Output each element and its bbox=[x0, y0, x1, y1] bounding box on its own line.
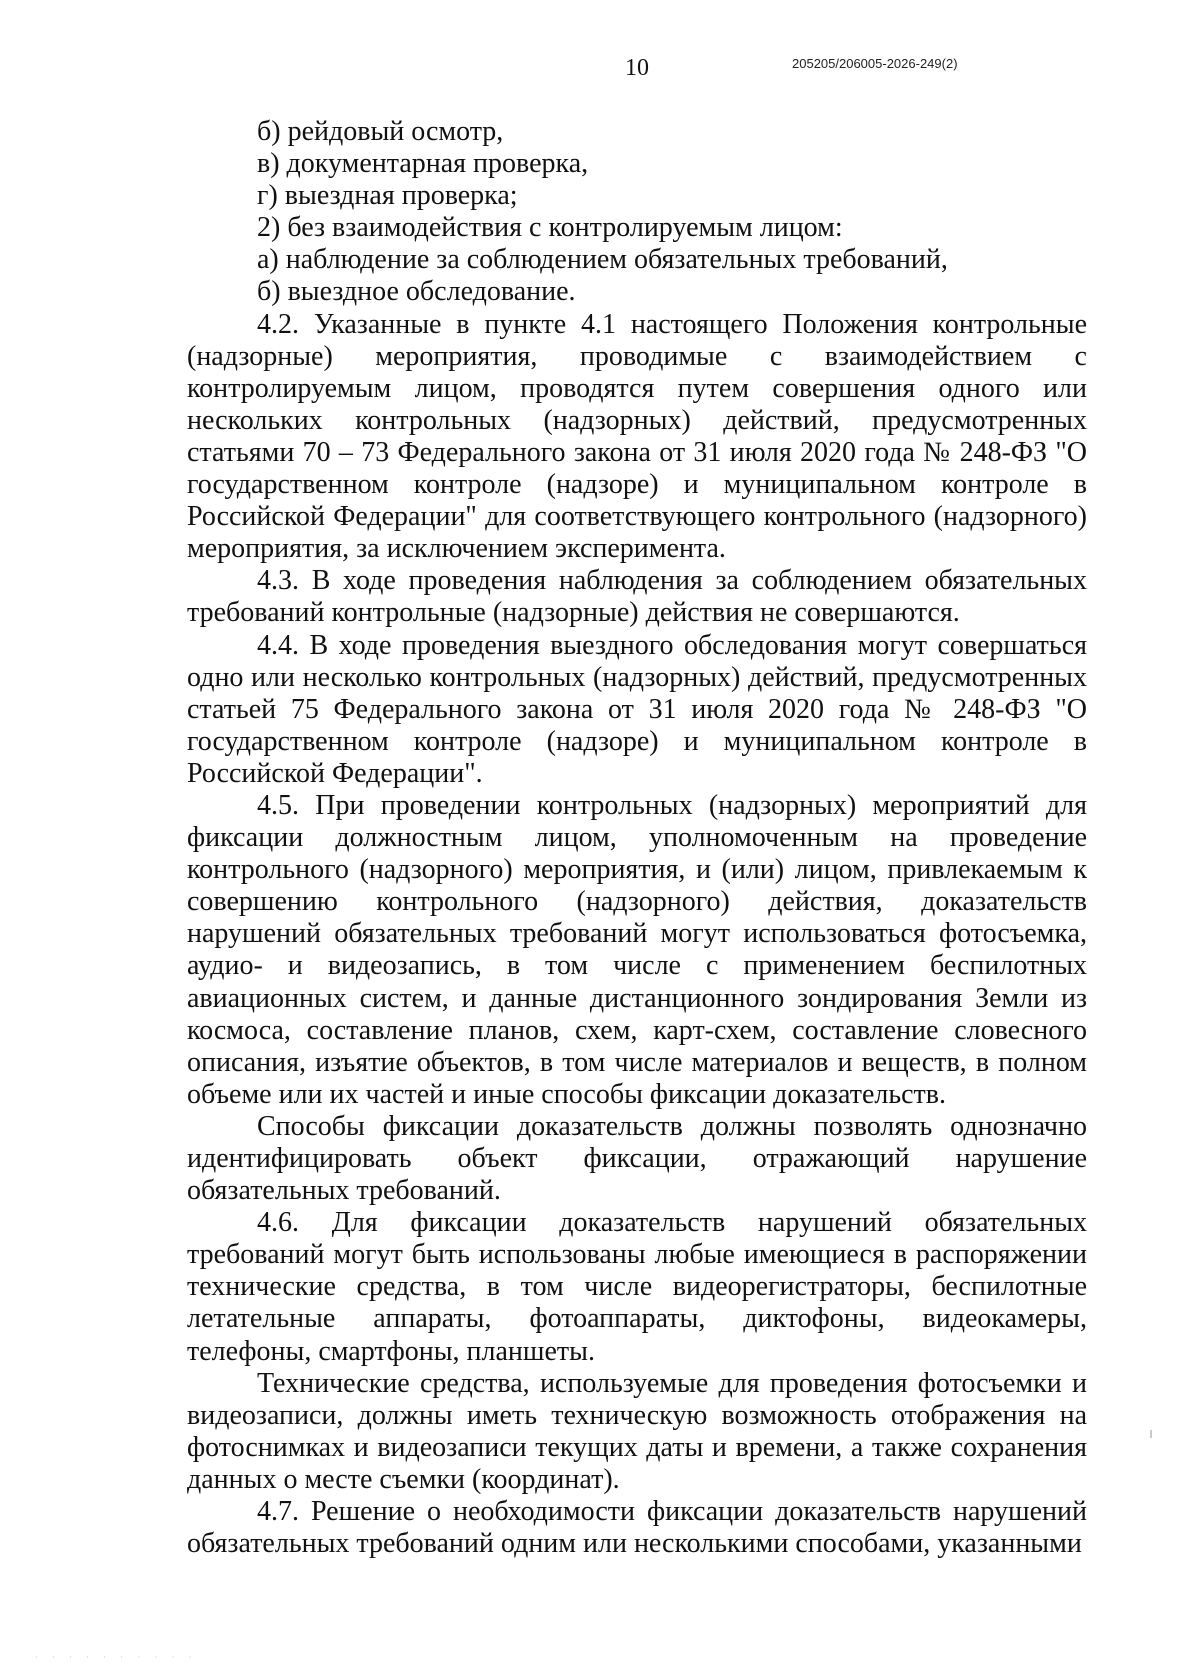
paragraph-list-item-a: а) наблюдение за соблюдением обязательных требований, bbox=[257, 244, 948, 276]
paragraph-list-item-v: в) документарная проверка, bbox=[257, 148, 589, 180]
paragraph-list-item-g: г) выездная проверка; bbox=[257, 180, 518, 212]
paragraph-4-6: 4.6. Для фиксации доказательств нарушений обязательных требований могут быть использованы любые имеющиеся в распоряжении технические средства, в том числе видеорегистраторы, беспилотные летательные аппараты, фотоаппараты, диктофоны, видеокамеры, телефоны, смартфоны, планшеты. bbox=[187, 1207, 1087, 1367]
paragraph-list-item-2: 2) без взаимодействия с контролируемым лицом: bbox=[257, 212, 843, 244]
paragraph-4-5: 4.5. При проведении контрольных (надзорных) мероприятий для фиксации должностным лицом, уполномоченным на проведение контрольного (надзорного) мероприятия, и (или) лицом, привлекаемым к совершению контрольного (надзорного) действия, доказательств нарушений обязательных требований могут использоваться фотосъемка, аудио- и видеозапись, в том числе с применением беспилотных авиационных систем, и данные дистанционного зондирования Земли из космоса, составление планов, схем, карт-схем, составление словесного описания, изъятие объектов, в том числе материалов и веществ, в полном объеме или их частей и иные способы фиксации доказательств. bbox=[187, 789, 1087, 1110]
scan-artifact-dots: · · · · · · · · · · bbox=[35, 1653, 198, 1662]
page-number: 10 bbox=[625, 55, 649, 81]
paragraph-technical-means: Технические средства, используемые для проведения фотосъемки и видеозаписи, должны иметь техническую возможность отображения на фотоснимках и видеозаписи текущих даты и времени, а также сохранения данных о месте съемки (координат). bbox=[187, 1367, 1087, 1495]
document-code: 205205/206005-2026-249(2) bbox=[792, 56, 958, 71]
paragraph-fixation-methods: Способы фиксации доказательств должны позволять однозначно идентифицировать объект фиксации, отражающий нарушение обязательных требований. bbox=[187, 1110, 1087, 1207]
scan-artifact-mark bbox=[1150, 1430, 1152, 1438]
paragraph-list-item-b: б) рейдовый осмотр, bbox=[257, 116, 504, 147]
paragraph-4-2: 4.2. Указанные в пункте 4.1 настоящего Положения контрольные (надзорные) мероприятия, проводимые с взаимодействием с контролируемым лицом, проводятся путем совершения одного или нескольких контрольных (надзорных) действий, предусмотренных статьями 70 – 73 Федерального закона от 31 июля 2020 года № 248-ФЗ "О государственном контроле (надзоре) и муниципальном контроле в Российской Федерации" для соответствующего контрольного (надзорного) мероприятия, за исключением эксперимента. bbox=[187, 308, 1087, 565]
paragraph-list-item-b2: б) выездное обследование. bbox=[257, 276, 576, 308]
paragraph-4-4: 4.4. В ходе проведения выездного обследования могут совершаться одно или несколько контрольных (надзорных) действий, предусмотренных статьей 75 Федерального закона от 31 июля 2020 года № 248-ФЗ "О государственном контроле (надзоре) и муниципальном контроле в Российской Федерации". bbox=[187, 629, 1087, 789]
paragraph-4-7: 4.7. Решение о необходимости фиксации доказательств нарушений обязательных требований одним или несколькими способами, указанными bbox=[187, 1496, 1087, 1560]
paragraph-4-3: 4.3. В ходе проведения наблюдения за соблюдением обязательных требований контрольные (надзорные) действия не совершаются. bbox=[187, 565, 1087, 629]
document-body bbox=[187, 116, 1087, 1560]
